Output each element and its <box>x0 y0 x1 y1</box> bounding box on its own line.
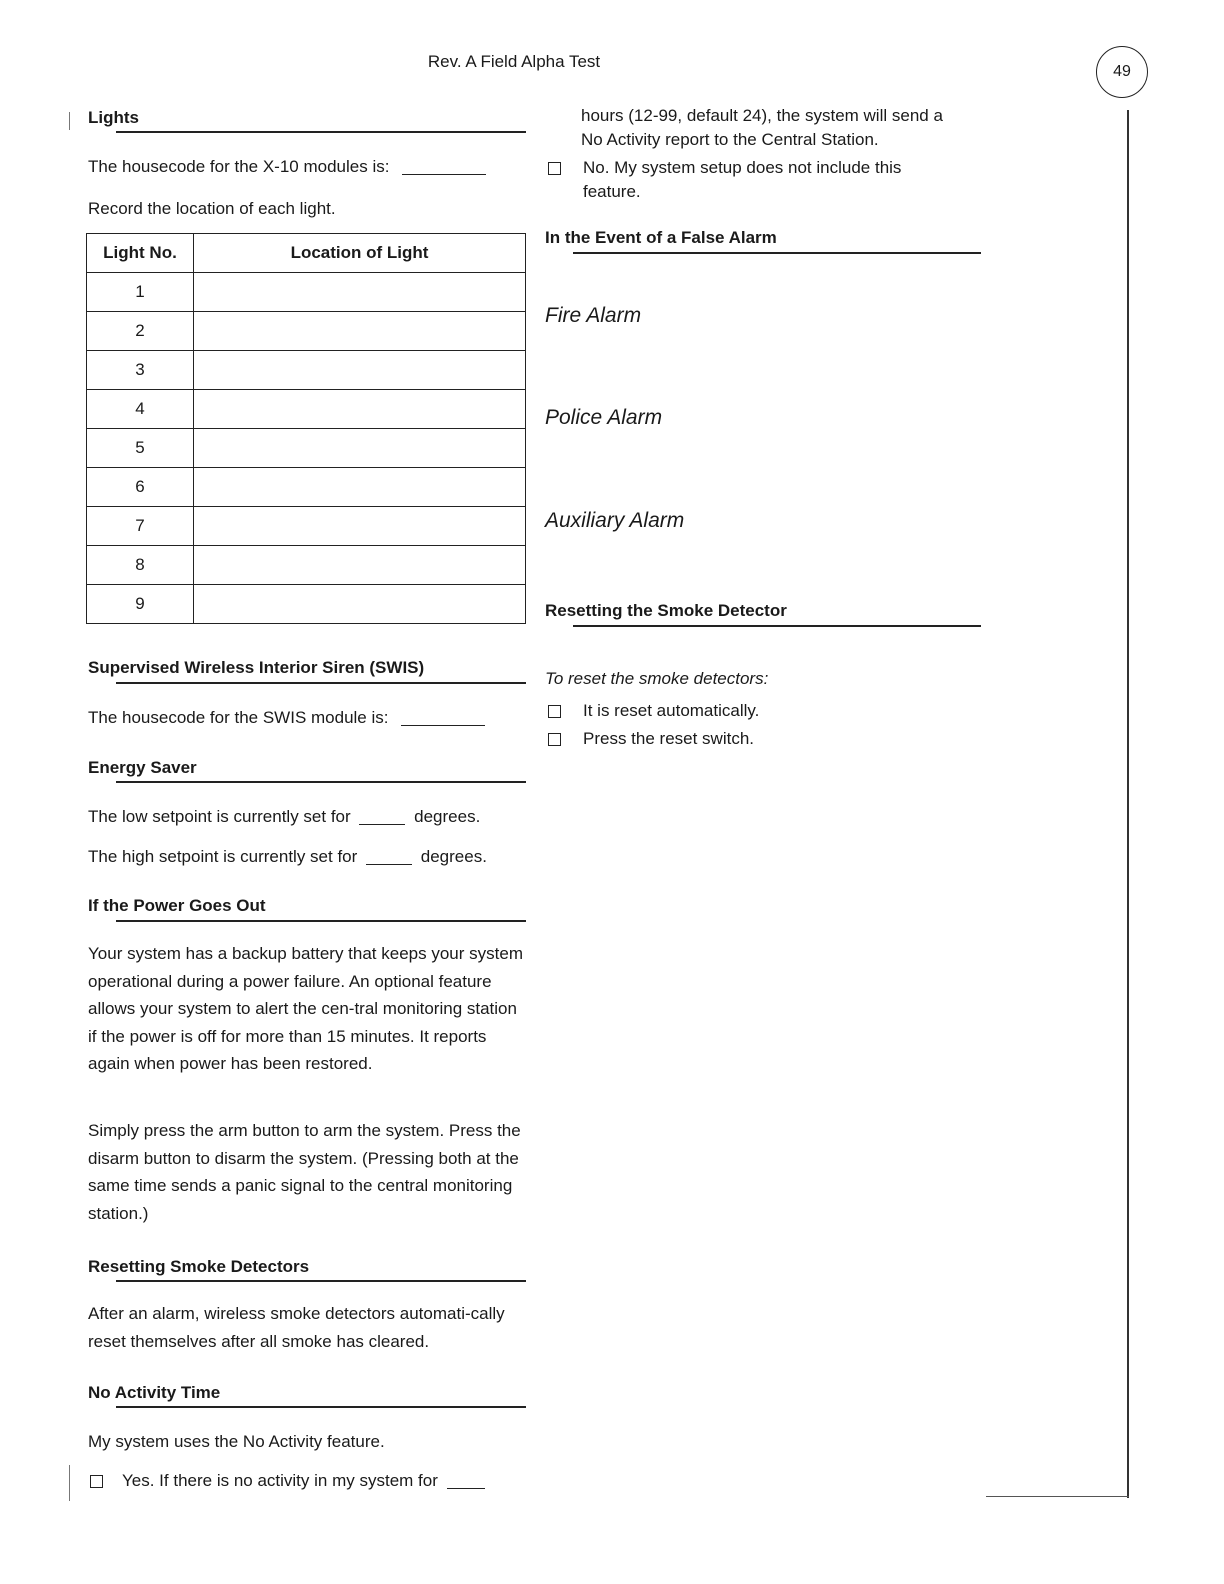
light-number: 7 <box>87 507 194 546</box>
heading-rule <box>116 781 526 783</box>
light-number: 8 <box>87 546 194 585</box>
swis-housecode-line <box>88 704 485 731</box>
yes-continuation-2: No Activity report to the Central Station. <box>581 130 879 149</box>
no-activity-intro: My system uses the No Activity feature. <box>88 1432 385 1451</box>
smoke-left-paragraph: After an alarm, wireless smoke detectors automati-cally reset themselves after all smoke has cleared. <box>88 1304 505 1351</box>
police-alarm-label: Police Alarm <box>545 406 663 429</box>
table-row <box>87 390 526 429</box>
yes-line <box>122 1467 485 1494</box>
reset-automatic-text: It is reset automatically. <box>583 701 760 720</box>
light-location-cell <box>194 507 526 546</box>
energy-heading: Energy Saver <box>88 758 197 777</box>
light-number: 6 <box>87 468 194 507</box>
energy-high-line <box>88 843 487 870</box>
light-number: 1 <box>87 273 194 312</box>
smoke-left-heading: Resetting Smoke Detectors <box>88 1257 310 1276</box>
lights-housecode-line <box>88 153 486 180</box>
no-checkbox[interactable] <box>548 162 561 175</box>
page-number: 49 <box>1096 46 1148 98</box>
auxiliary-alarm-label: Auxiliary Alarm <box>545 509 685 532</box>
table-header-location: Location of Light <box>194 234 526 273</box>
heading-rule <box>116 920 526 922</box>
light-number: 9 <box>87 585 194 624</box>
energy-high-blank <box>366 847 412 865</box>
margin-mark <box>69 1465 70 1501</box>
table-row <box>87 429 526 468</box>
light-location-cell <box>194 546 526 585</box>
smoke-right-heading: Resetting the Smoke Detector <box>545 601 787 620</box>
reset-switch-text: Press the reset switch. <box>583 729 755 748</box>
energy-low-line <box>88 803 480 830</box>
false-alarm-heading: In the Event of a False Alarm <box>545 228 777 247</box>
heading-rule <box>573 252 981 254</box>
hours-blank <box>447 1471 485 1489</box>
table-row <box>87 546 526 585</box>
power-paragraph-2: Simply press the arm button to arm the system. Press the disarm button to disarm the system. (Pressing both at the same time sends a panic signal to the central monitoring station.) <box>88 1121 521 1223</box>
bottom-rule <box>986 1496 1129 1497</box>
yes-text: Yes. If there is no activity in my system for <box>122 1471 438 1490</box>
light-location-cell <box>194 312 526 351</box>
heading-rule <box>116 682 526 684</box>
no-text-line-2: feature. <box>583 182 641 201</box>
heading-rule <box>573 625 981 627</box>
lights-table <box>86 233 526 624</box>
lights-heading: Lights <box>88 108 139 127</box>
table-row <box>87 507 526 546</box>
page-header-title: Rev. A Field Alpha Test <box>427 52 601 71</box>
light-location-cell <box>194 429 526 468</box>
light-location-cell <box>194 585 526 624</box>
light-location-cell <box>194 273 526 312</box>
reset-switch-checkbox[interactable] <box>548 733 561 746</box>
swis-heading: Supervised Wireless Interior Siren (SWIS) <box>88 658 425 677</box>
energy-high-text: The high setpoint is currently set for <box>88 847 358 866</box>
swis-housecode-blank <box>401 708 485 726</box>
table-header-light-no: Light No. <box>87 234 194 273</box>
light-number: 3 <box>87 351 194 390</box>
light-location-cell <box>194 390 526 429</box>
heading-rule <box>116 1280 526 1282</box>
margin-mark <box>69 112 70 130</box>
smoke-right-intro: To reset the smoke detectors: <box>545 669 769 688</box>
energy-high-unit: degrees. <box>420 847 487 866</box>
light-location-cell <box>194 468 526 507</box>
no-activity-heading: No Activity Time <box>88 1383 221 1402</box>
lights-housecode-text: The housecode for the X-10 modules is: <box>88 157 390 176</box>
light-number: 5 <box>87 429 194 468</box>
light-number: 4 <box>87 390 194 429</box>
light-number: 2 <box>87 312 194 351</box>
table-row <box>87 351 526 390</box>
power-paragraph-1: Your system has a backup battery that keeps your system operational during a power failure. An optional feature allows your system to alert the cen-tral monitoring station if the power is off for more than 15 minutes. It reports again when power has been restored. <box>88 944 523 1073</box>
heading-rule <box>116 131 526 133</box>
reset-automatic-checkbox[interactable] <box>548 705 561 718</box>
fire-alarm-label: Fire Alarm <box>545 304 642 327</box>
table-row <box>87 468 526 507</box>
lights-record-text: Record the location of each light. <box>88 199 336 218</box>
energy-low-unit: degrees. <box>414 807 481 826</box>
power-heading: If the Power Goes Out <box>88 896 266 915</box>
table-row <box>87 273 526 312</box>
lights-housecode-blank <box>402 157 486 175</box>
table-row <box>87 312 526 351</box>
table-row <box>87 585 526 624</box>
energy-low-blank <box>359 807 405 825</box>
heading-rule <box>116 1406 526 1408</box>
energy-low-text: The low setpoint is currently set for <box>88 807 351 826</box>
swis-housecode-text: The housecode for the SWIS module is: <box>88 708 389 727</box>
yes-checkbox[interactable] <box>90 1475 103 1488</box>
yes-continuation-1: hours (12-99, default 24), the system will send a <box>581 106 943 125</box>
no-text-line-1: No. My system setup does not include this <box>583 158 902 177</box>
table-header-row <box>87 234 526 273</box>
right-margin-rule <box>1127 110 1129 1498</box>
light-location-cell <box>194 351 526 390</box>
